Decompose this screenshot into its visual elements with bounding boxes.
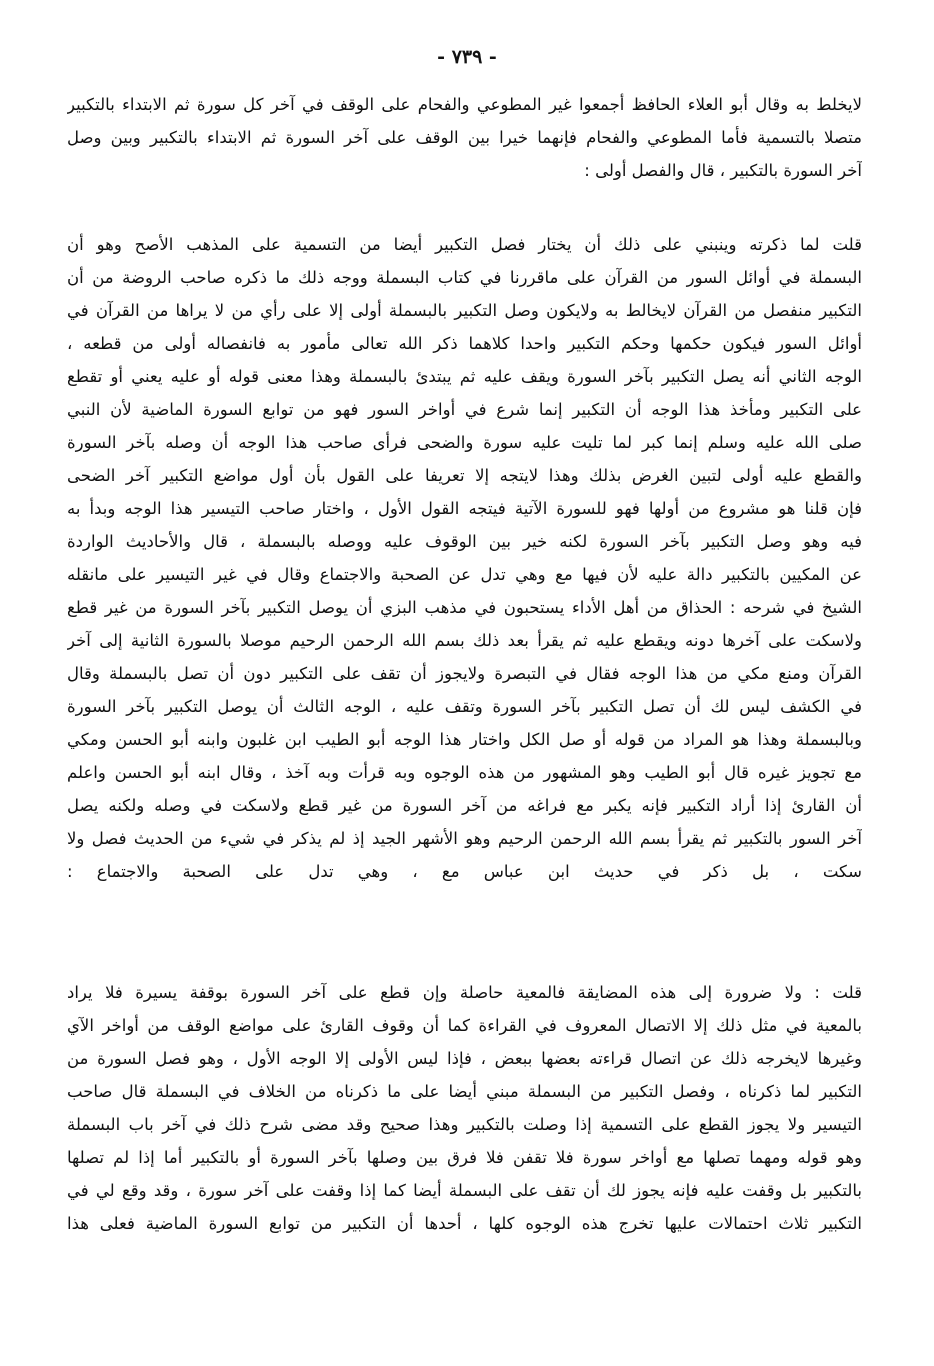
text-line: عن المكيين بالتكبير دالة عليه لأن فيها مع وهي تدل عن الصحبة والاجتماع وقال في غير التيسير على مانقله <box>67 565 862 584</box>
text-line: القرآن ومنع مكي من هذا الوجه فقال في التبصرة ولايجوز أن تقف على التكبير دون أن تصل بالبسملة وقال <box>67 664 862 683</box>
text-line: التيسير ولا يجوز القطع على التسمية إذا وصلت بالتكبير وهذا صحيح وقد مضى شرح ذلك في آخر باب البسملة <box>67 1115 862 1134</box>
text-line: وهو قوله ومهما تصلها مع أواخر سورة فلا تقفن فلا فرق بين وصلها بآخر السورة أو بالتكبير أما إذا لم تصلها <box>67 1148 862 1167</box>
text-line: في الكشف ليس لك أن تصل التكبير بآخر السورة وتقف عليه ، الوجه الثالث أن يوصل التكبير بآخر السورة <box>67 697 862 716</box>
text-line: الوجه الثاني أنه يصل التكبير بآخر السورة ويقف عليه ثم يبتدئ بالبسملة وهذا معنى قوله أو عليه يعني أو تقطع <box>67 367 862 386</box>
text-line <box>67 921 862 954</box>
text-line: على التكبير ومأخذ هذا الوجه أن التكبير إنما شرع في أواخر السور فهو من توابع السورة الماضية لأن النبي <box>67 400 862 419</box>
text-line <box>67 888 862 921</box>
paragraph-divider <box>60 968 874 969</box>
text-line: قلت لما ذكرته وينبني على ذلك أن يختار فصل التكبير أيضا من التسمية على المذهب الأصح وهو أن <box>67 235 862 254</box>
text-line: الشيخ في شرحه : الحذاق من أهل الأداء يستحبون في مذهب البزي أن يوصل التكبير بآخر السورة من غير قطع <box>67 598 862 617</box>
text-line: التكبير لما ذكرناه ، وفصل التكبير من البسملة مبني أيضا على ما ذكرناه من الخلاف في البسملة قال صاحب <box>67 1082 862 1101</box>
text-line: صلى الله عليه وسلم إنما كبر لما تليت عليه سورة والضحى فرأى صاحب هذا الوجه أن وصله بآخر السورة <box>67 433 862 452</box>
text-line: ولاسكت على آخرها دونه ويقطع عليه ثم يقرأ بعد ذلك بسم الله الرحمن الرحيم موصلا بالسورة الثانية إلى آخر <box>67 631 862 650</box>
text-line: قلت : ولا ضرورة إلى هذه المضايقة فالمعية حاصلة وإن قطع على آخر السورة بوقفة يسيرة فلا يراد <box>67 983 862 1002</box>
text-line: متصلا بالتسمية فأما المطوعي والفحام فإنهما خيرا بين الوقف على آخر السورة ثم الابتداء بالتكبير وبين وصل <box>67 128 862 147</box>
text-line: آخر السور بالتكبير ثم يقرأ بسم الله الرحمن الرحيم وهو الأشهر الجيد إذ لم يذكر في شيء من الحديث فصل ولا <box>67 829 862 848</box>
text-line: التكبير ثلاث احتمالات عليها تخرج هذه الوجوه كلها ، أحدها أن التكبير من توابع السورة الماضية فعلى هذا <box>67 1214 862 1233</box>
text-line: آخر السورة بالتكبير ، قال والفصل أولى : <box>584 161 862 180</box>
text-line: بالتكبير بل وقفت عليه فإنه يجوز لك أن تقف على البسملة أيضا كما إذا وقفت على آخر سورة ، وقد وقع لي في <box>67 1181 862 1200</box>
text-line: مع تجويز غيره قال أبو الطيب وهو المشهور من هذه الوجوه وبه قرأت وبه آخذ ، وقال ابنه أبو الحسن واعلم <box>67 763 862 782</box>
paragraph-2 <box>67 228 862 954</box>
text-line: سكت ، بل ذكر في حديث ابن عباس مع ، وهي تدل على الصحبة والاجتماع : <box>67 862 862 881</box>
text-line: أن القارئ إذا أراد التكبير فإنه يكبر مع فراغه من آخر السورة من غير قطع ولاسكت في وصله ولكنه يصل <box>67 796 862 815</box>
text-line: والقطع عليه أولى لتبين الغرض بذلك وهذا لايتجه إلا تعريفا على القول بأن أول مواضع التكبير آخر الضحى <box>67 466 862 485</box>
text-line: فإن قلنا هو مشروع من أولها فهو للسورة الآتية فيتجه القول الأول ، واختار صاحب التيسير هذا الوجه وبدأ به <box>67 499 862 518</box>
paragraph-3 <box>67 976 862 1240</box>
text-line: البسملة في أوائل السور من القرآن على ماقررنا في كتاب البسملة ووجه ذلك ما ذكره صاحب الروضة من أن <box>67 268 862 287</box>
text-line: لايخلط به وقال أبو العلاء الحافظ أجمعوا غير المطوعي والفحام على الوقف في آخر كل سورة ثم الابتداء بالتكبير <box>67 95 862 114</box>
text-line: بالمعية في مثل ذلك إلا الاتصال المعروف في القراءة كما أن وقوف القارئ على مواضع الوقف من أواخر الآي <box>67 1016 862 1035</box>
paragraph-1 <box>67 88 862 187</box>
text-line: وبالبسملة وهذا هو المراد من قوله أو صل الكل واختار هذا الوجه أبو الطيب ابن غلبون وابنه أبو الحسن ومكي <box>67 730 862 749</box>
text-line: فيه وهو وصل التكبير بآخر السورة لكنه خير بين الوقوف عليه ووصله بالبسملة ، قال والأحاديث الواردة <box>67 532 862 551</box>
page-number: - ٧٣٩ - <box>437 46 497 68</box>
text-line: التكبير منفصل من القرآن لايخالط به ولايكون وصل التكبير بالبسملة أولى إلا على رأي من لا يراها من القرآن في <box>67 301 862 320</box>
text-line: وغيرها لايخرجه ذلك عن اتصال قراءته بعضها ببعض ، فإذا ليس الأولى إلا الوجه الأول ، وهو فصل السورة من <box>67 1049 862 1068</box>
text-line: أوائل السور فيكون حكمها وحكم التكبير واحدا كلاهما ذكر الله تعالى مأمور به فانفصاله أولى من قطعه ، <box>67 334 862 353</box>
